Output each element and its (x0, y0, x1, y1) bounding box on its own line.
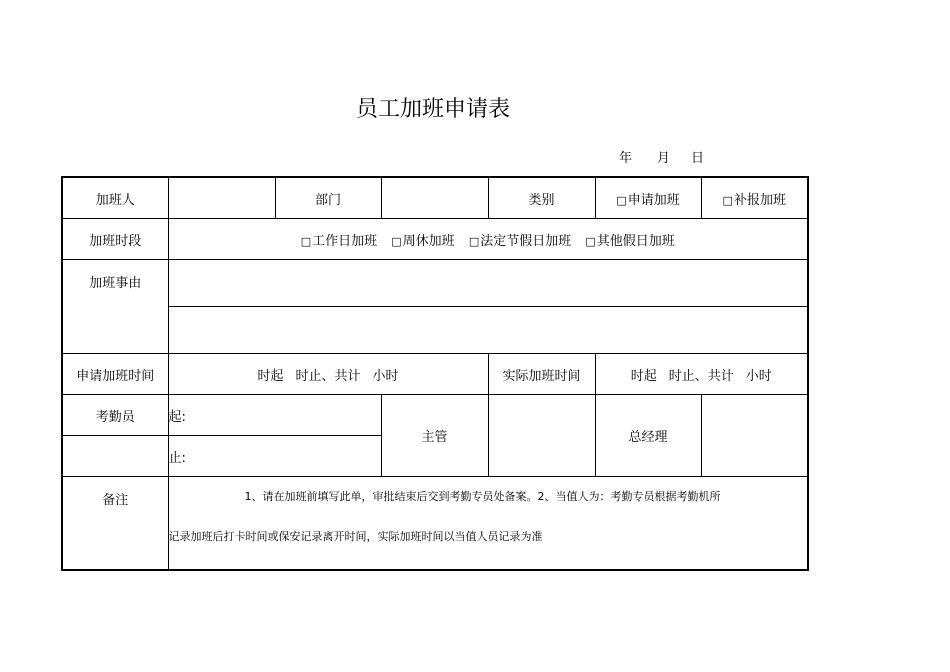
period-option-workday[interactable]: □工作日加班 (300, 233, 378, 249)
row-time (62, 354, 808, 395)
checkbox-icon[interactable]: □ (391, 234, 402, 248)
checkbox-icon[interactable]: □ (300, 234, 312, 248)
remark-content (168, 477, 808, 571)
remark-line-1: 1、请在加班前填写此单，审批结束后交到考勤专员处备案。2、当值人为：考勤专员根据考勤机所 (244, 490, 721, 503)
remark-line-2: 记录加班后打卡时间或保安记录离开时间，实际加班时间以当值人员记录为准 (168, 530, 543, 543)
actual-time-label: 实际加班时间 (488, 354, 595, 395)
row-remark (62, 477, 808, 571)
attendance-label: 考勤员 (62, 395, 168, 436)
supervisor-signature[interactable] (488, 395, 595, 477)
overtime-form-table (61, 176, 809, 571)
attendance-end[interactable]: 止: (168, 436, 381, 477)
gm-signature[interactable] (701, 395, 808, 477)
row-period (62, 219, 808, 260)
apply-time-label: 申请加班时间 (62, 354, 168, 395)
supervisor-label: 主管 (381, 395, 488, 477)
date-year-label: 年 (619, 151, 633, 166)
checkbox-icon[interactable]: □ (585, 234, 596, 248)
reason-line-2[interactable] (168, 307, 808, 354)
category-option-supplement[interactable]: □补报加班 (701, 177, 808, 219)
period-label: 加班时段 (62, 219, 168, 260)
attendance-start[interactable]: 起: (168, 395, 381, 436)
period-option-weekend[interactable]: □周休加班 (391, 233, 455, 249)
checkbox-icon[interactable]: □ (616, 193, 627, 207)
row-reason (62, 260, 808, 307)
row-applicant (62, 177, 808, 219)
remark-label: 备注 (62, 477, 168, 571)
department-value[interactable] (381, 177, 488, 219)
actual-time-value[interactable]: 时起 时止、共计 小时 (595, 354, 808, 395)
apply-time-value[interactable]: 时起 时止、共计 小时 (168, 354, 488, 395)
period-options (168, 219, 808, 260)
category-option-apply[interactable]: □申请加班 (595, 177, 701, 219)
checkbox-icon[interactable]: □ (722, 193, 733, 207)
date-day-label: 日 (691, 151, 705, 166)
category-label: 类别 (488, 177, 595, 219)
checkbox-icon[interactable]: □ (468, 234, 480, 248)
period-option-other[interactable]: □其他假日加班 (585, 233, 675, 249)
reason-line-1[interactable] (168, 260, 808, 307)
reason-label: 加班事由 (62, 260, 168, 354)
row-reason-2 (62, 307, 808, 354)
applicant-label: 加班人 (62, 177, 168, 219)
period-option-holiday[interactable]: □法定节假日加班 (468, 233, 572, 249)
row-attendance-start (62, 395, 808, 436)
applicant-value[interactable] (168, 177, 275, 219)
attendance-empty[interactable] (62, 436, 168, 477)
department-label: 部门 (275, 177, 381, 219)
gm-label: 总经理 (595, 395, 701, 477)
date-month-label: 月 (657, 151, 671, 166)
page-title: 员工加班申请表 (355, 97, 510, 122)
